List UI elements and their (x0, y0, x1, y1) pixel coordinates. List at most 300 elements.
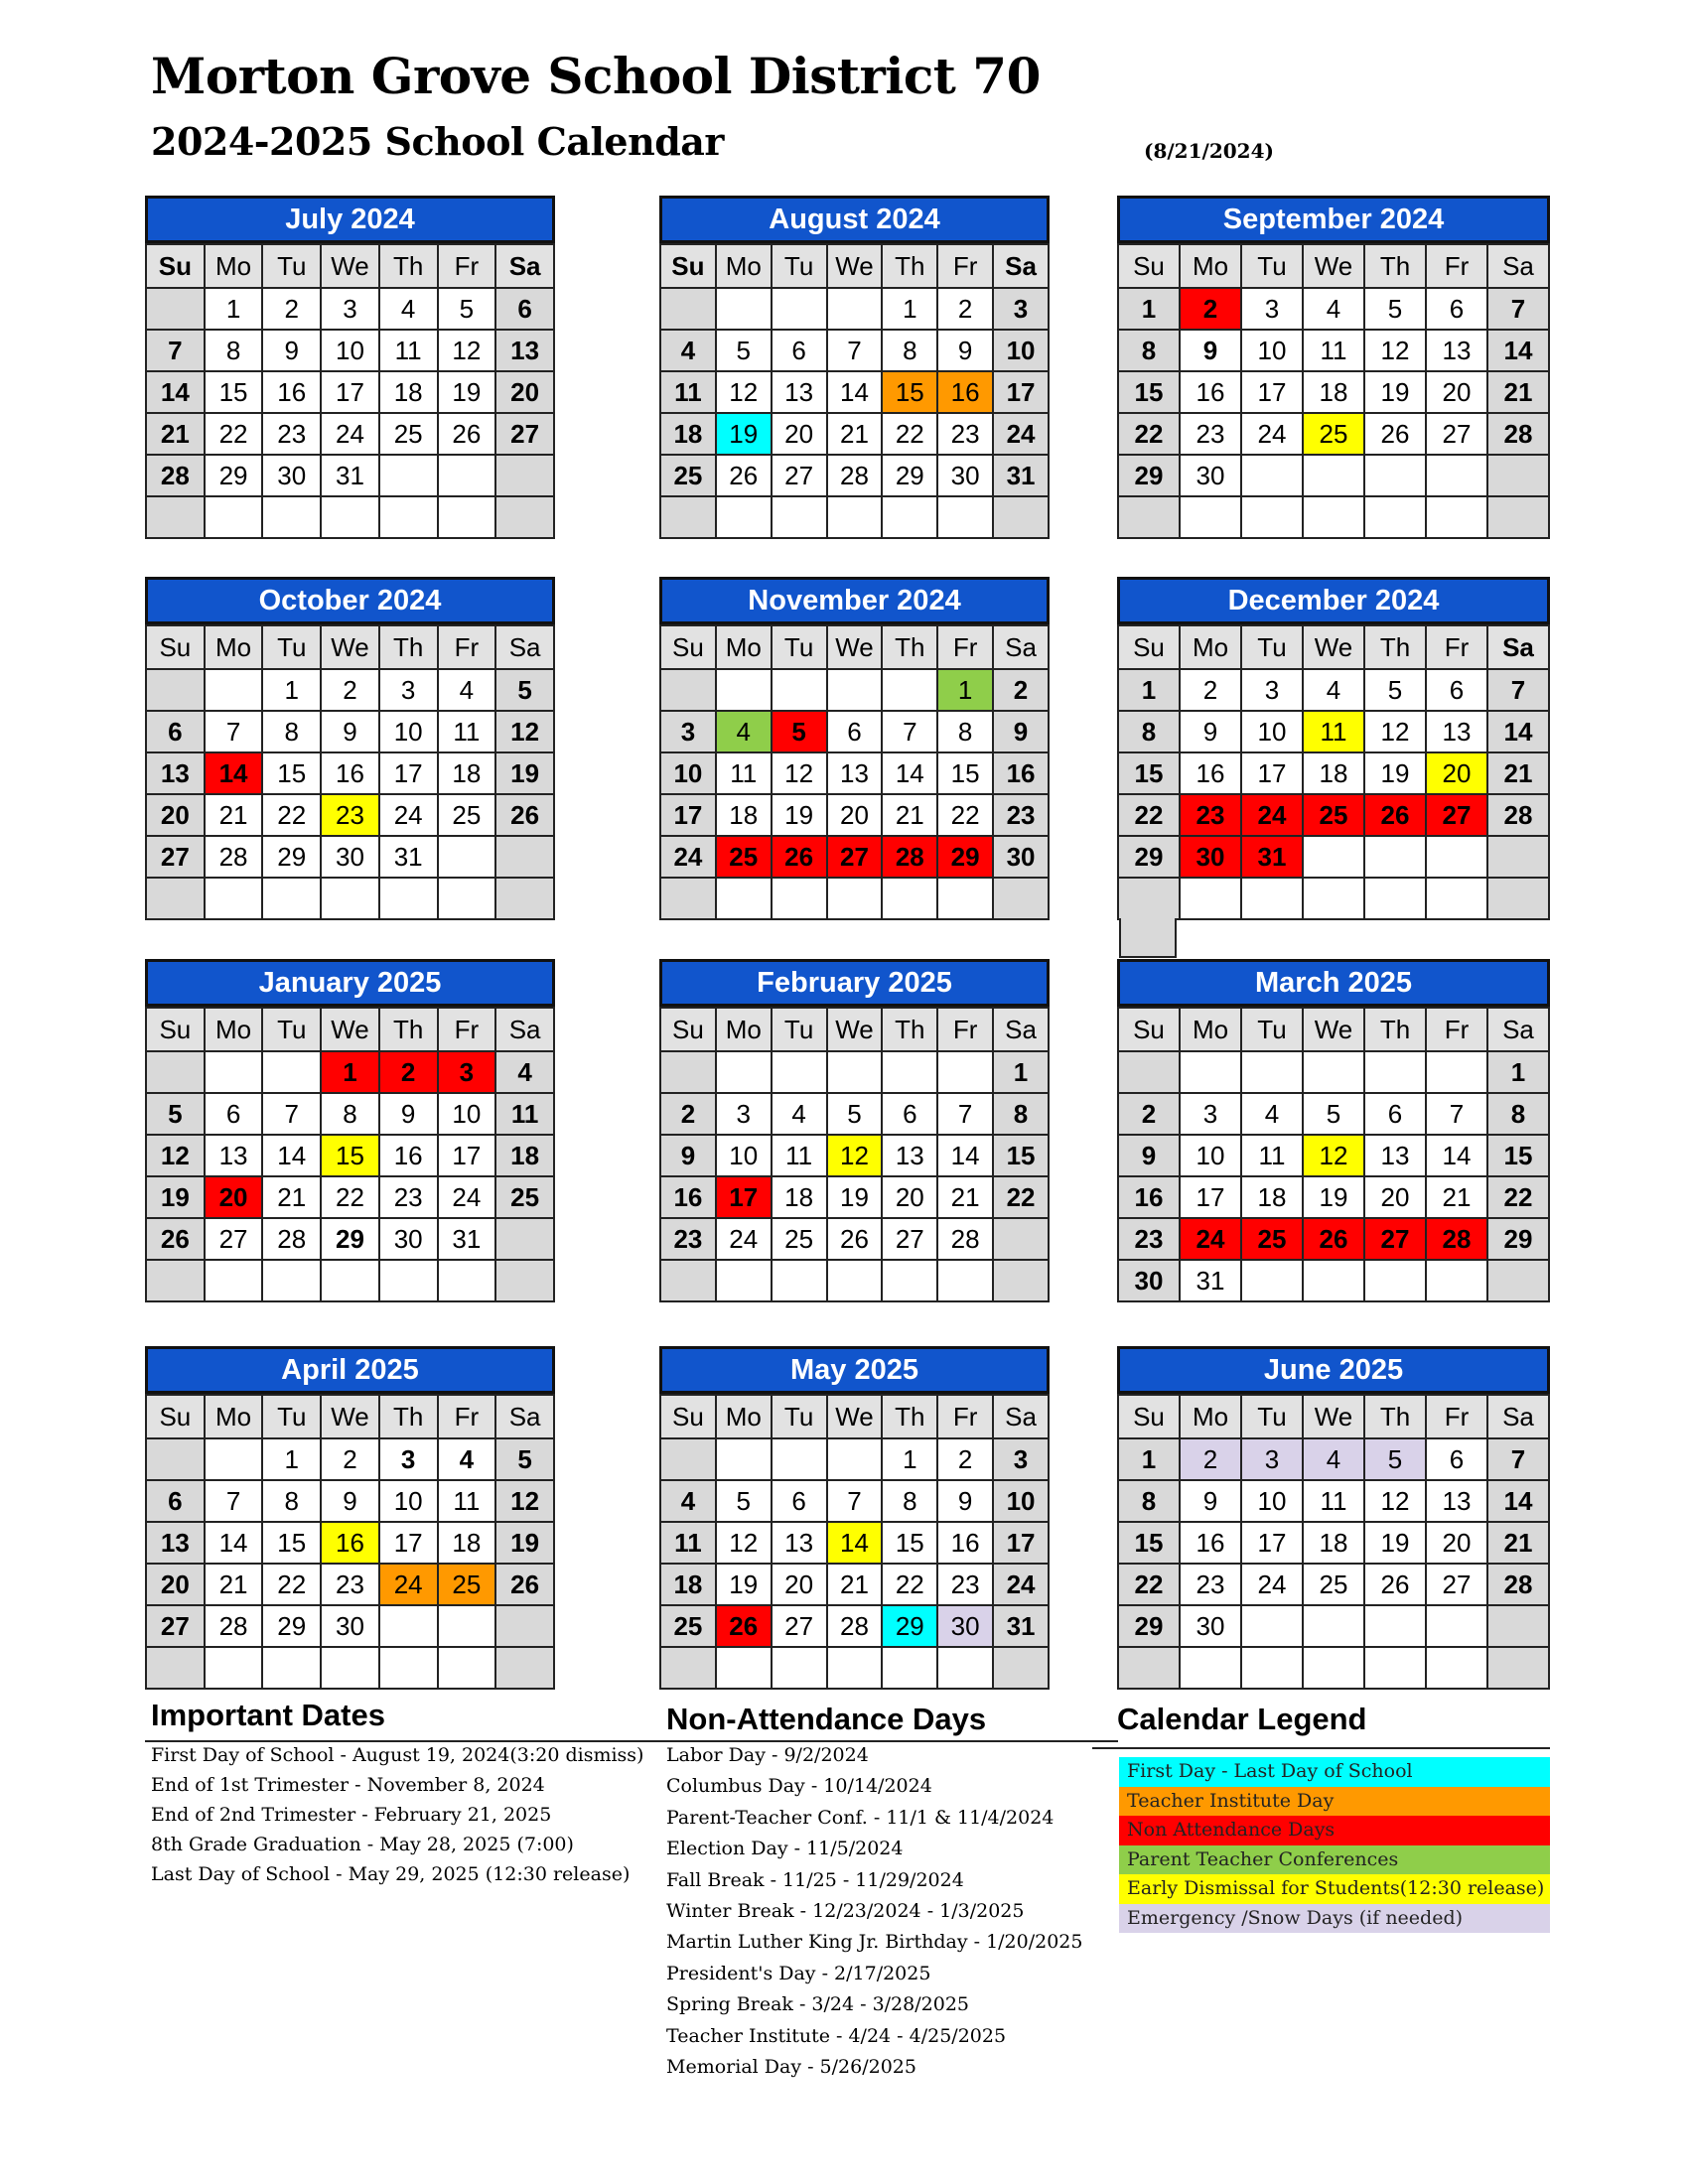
day-cell: 6 (146, 711, 205, 752)
day-cell: 18 (438, 1522, 496, 1564)
day-cell: 15 (937, 752, 993, 794)
weekday-label: Fr (438, 625, 496, 669)
day-cell: 26 (772, 836, 827, 878)
day-cell: 1 (882, 1438, 937, 1480)
weekday-label: Fr (937, 244, 993, 288)
day-cell: 8 (262, 1480, 321, 1522)
day-cell: 29 (1487, 1218, 1549, 1260)
empty-day-cell (321, 1260, 379, 1301)
day-cell: 27 (495, 413, 554, 455)
day-cell: 15 (262, 752, 321, 794)
weekday-label: We (827, 1395, 883, 1438)
day-cell: 9 (1180, 711, 1241, 752)
day-cell: 18 (1303, 752, 1364, 794)
empty-day-cell (1426, 1605, 1487, 1647)
day-cell: 13 (146, 752, 205, 794)
day-cell: 7 (882, 711, 937, 752)
day-cell: 3 (1241, 288, 1303, 330)
empty-day-cell (882, 669, 937, 711)
day-cell: 27 (772, 455, 827, 496)
weekday-label: Fr (1426, 1008, 1487, 1051)
day-cell: 14 (1487, 711, 1549, 752)
empty-day-cell (146, 1051, 205, 1093)
day-cell: 13 (1426, 330, 1487, 371)
empty-day-cell (993, 1218, 1049, 1260)
month-day-grid (1117, 1394, 1550, 1690)
empty-day-cell (1180, 878, 1241, 919)
empty-day-cell (1426, 836, 1487, 878)
day-cell: 3 (993, 288, 1049, 330)
day-cell: 21 (1487, 371, 1549, 413)
weekday-label: Th (1364, 1008, 1426, 1051)
day-cell: 30 (321, 1605, 379, 1647)
day-cell: 12 (495, 711, 554, 752)
empty-day-cell (827, 1438, 883, 1480)
empty-day-cell (882, 878, 937, 919)
empty-day-cell (1118, 1051, 1180, 1093)
day-cell: 8 (1487, 1093, 1549, 1135)
empty-day-cell (1487, 1605, 1549, 1647)
empty-day-cell (937, 878, 993, 919)
empty-day-cell (660, 1051, 716, 1093)
empty-day-cell (321, 878, 379, 919)
day-cell: 12 (827, 1135, 883, 1176)
legend-teacher-institute: Teacher Institute Day (1119, 1787, 1550, 1817)
day-cell: 22 (262, 1564, 321, 1605)
empty-day-cell (438, 1260, 496, 1301)
empty-day-cell (660, 1438, 716, 1480)
weekday-label: We (1303, 244, 1364, 288)
empty-day-cell (379, 1605, 438, 1647)
day-cell: 13 (146, 1522, 205, 1564)
day-cell: 30 (1180, 1605, 1241, 1647)
weekday-label: Su (660, 244, 716, 288)
day-cell: 24 (1180, 1218, 1241, 1260)
weekday-label: Sa (1487, 1395, 1549, 1438)
day-cell: 9 (1118, 1135, 1180, 1176)
legend-emergency-snow: Emergency /Snow Days (if needed) (1119, 1904, 1550, 1934)
day-cell: 6 (1426, 1438, 1487, 1480)
day-cell: 29 (1118, 1605, 1180, 1647)
day-cell: 18 (379, 371, 438, 413)
weekday-label: Tu (1241, 1395, 1303, 1438)
day-cell: 19 (438, 371, 496, 413)
day-cell: 7 (937, 1093, 993, 1135)
day-cell: 1 (262, 669, 321, 711)
day-cell: 26 (495, 1564, 554, 1605)
empty-day-cell (882, 1647, 937, 1689)
day-cell: 3 (660, 711, 716, 752)
weekday-label: Th (379, 1395, 438, 1438)
empty-day-cell (1241, 496, 1303, 538)
empty-day-cell (937, 1260, 993, 1301)
day-cell: 4 (438, 669, 496, 711)
empty-day-cell (716, 1260, 772, 1301)
empty-day-cell (772, 669, 827, 711)
day-cell: 31 (993, 1605, 1049, 1647)
month-header: November 2024 (659, 577, 1050, 624)
day-cell: 21 (262, 1176, 321, 1218)
day-cell: 20 (495, 371, 554, 413)
weekday-label: Sa (1487, 244, 1549, 288)
non-attendance-item: Parent-Teacher Conf. - 11/1 & 11/4/2024 (666, 1806, 1055, 1829)
day-cell: 22 (262, 794, 321, 836)
day-cell: 2 (321, 1438, 379, 1480)
empty-day-cell (379, 455, 438, 496)
empty-day-cell (146, 1260, 205, 1301)
day-cell: 20 (772, 1564, 827, 1605)
day-cell: 21 (205, 1564, 263, 1605)
day-cell: 7 (827, 330, 883, 371)
weekday-label: Su (660, 1395, 716, 1438)
day-cell: 20 (827, 794, 883, 836)
day-cell: 24 (660, 836, 716, 878)
day-cell: 20 (1426, 752, 1487, 794)
weekday-label: Su (1118, 1395, 1180, 1438)
weekday-label: Mo (205, 244, 263, 288)
important-date-item: 8th Grade Graduation - May 28, 2025 (7:00) (151, 1834, 574, 1855)
day-cell: 14 (205, 1522, 263, 1564)
weekday-label: Mo (716, 625, 772, 669)
day-cell: 21 (827, 413, 883, 455)
important-dates-list (151, 1740, 643, 1889)
day-cell: 10 (993, 1480, 1049, 1522)
legend-non-attendance: Non Attendance Days (1119, 1816, 1550, 1845)
day-cell: 28 (1487, 413, 1549, 455)
day-cell: 28 (146, 455, 205, 496)
empty-day-cell (262, 1260, 321, 1301)
month-header: January 2025 (145, 959, 555, 1007)
empty-day-cell (772, 288, 827, 330)
day-cell: 30 (1118, 1260, 1180, 1301)
day-cell: 24 (716, 1218, 772, 1260)
empty-day-cell (827, 1647, 883, 1689)
weekday-label: Tu (772, 625, 827, 669)
day-cell: 20 (1426, 371, 1487, 413)
important-dates-heading: Important Dates (151, 1698, 385, 1732)
day-cell: 4 (495, 1051, 554, 1093)
day-cell: 12 (1364, 711, 1426, 752)
month-calendar (1117, 959, 1550, 1302)
empty-day-cell (438, 1647, 496, 1689)
month-calendar (659, 196, 1050, 539)
empty-day-cell (1118, 1647, 1180, 1689)
empty-day-cell (827, 669, 883, 711)
empty-day-cell (716, 878, 772, 919)
day-cell: 23 (321, 1564, 379, 1605)
day-cell: 26 (1364, 413, 1426, 455)
day-cell: 21 (1426, 1176, 1487, 1218)
weekday-label: Fr (937, 1008, 993, 1051)
empty-day-cell (1487, 455, 1549, 496)
day-cell: 7 (1487, 1438, 1549, 1480)
day-cell: 25 (660, 1605, 716, 1647)
day-cell: 15 (882, 1522, 937, 1564)
day-cell: 22 (205, 413, 263, 455)
day-cell: 11 (1303, 711, 1364, 752)
day-cell: 23 (1180, 413, 1241, 455)
non-attendance-item: Memorial Day - 5/26/2025 (666, 2055, 916, 2078)
day-cell: 29 (882, 1605, 937, 1647)
day-cell: 1 (1118, 669, 1180, 711)
day-cell: 26 (716, 455, 772, 496)
day-cell: 3 (1241, 1438, 1303, 1480)
day-cell: 20 (882, 1176, 937, 1218)
month-header: April 2025 (145, 1346, 555, 1394)
month-calendar (659, 577, 1050, 920)
day-cell: 9 (379, 1093, 438, 1135)
day-cell: 20 (146, 794, 205, 836)
day-cell: 4 (438, 1438, 496, 1480)
day-cell: 2 (660, 1093, 716, 1135)
day-cell: 15 (882, 371, 937, 413)
weekday-label: Tu (1241, 1008, 1303, 1051)
day-cell: 10 (1180, 1135, 1241, 1176)
month-calendar (659, 959, 1050, 1302)
day-cell: 23 (993, 794, 1049, 836)
day-cell: 17 (321, 371, 379, 413)
day-cell: 7 (146, 330, 205, 371)
weekday-label: Fr (1426, 625, 1487, 669)
day-cell: 23 (1180, 794, 1241, 836)
day-cell: 9 (1180, 330, 1241, 371)
empty-day-cell (379, 1647, 438, 1689)
empty-day-cell (660, 1647, 716, 1689)
day-cell: 17 (379, 1522, 438, 1564)
day-cell: 12 (1364, 330, 1426, 371)
legend-divider (1092, 1747, 1550, 1749)
day-cell: 9 (660, 1135, 716, 1176)
month-header: October 2024 (145, 577, 555, 624)
day-cell: 10 (660, 752, 716, 794)
day-cell: 20 (1426, 1522, 1487, 1564)
day-cell: 24 (993, 1564, 1049, 1605)
day-cell: 3 (1180, 1093, 1241, 1135)
empty-day-cell (1364, 1605, 1426, 1647)
empty-day-cell (827, 1051, 883, 1093)
day-cell: 1 (937, 669, 993, 711)
day-cell: 28 (205, 1605, 263, 1647)
empty-day-cell (495, 496, 554, 538)
day-cell: 8 (262, 711, 321, 752)
day-cell: 27 (1426, 413, 1487, 455)
day-cell: 24 (993, 413, 1049, 455)
weekday-label: We (827, 244, 883, 288)
day-cell: 12 (1303, 1135, 1364, 1176)
day-cell: 18 (1303, 1522, 1364, 1564)
important-date-item: End of 2nd Trimester - February 21, 2025 (151, 1804, 552, 1826)
day-cell: 12 (1364, 1480, 1426, 1522)
weekday-label: Tu (772, 1395, 827, 1438)
empty-day-cell (205, 496, 263, 538)
empty-day-cell (1241, 878, 1303, 919)
empty-day-cell (205, 1260, 263, 1301)
day-cell: 27 (1426, 1564, 1487, 1605)
weekday-label: Sa (993, 625, 1049, 669)
day-cell: 19 (495, 1522, 554, 1564)
empty-day-cell (1487, 1260, 1549, 1301)
weekday-label: Th (379, 244, 438, 288)
day-cell: 6 (146, 1480, 205, 1522)
weekday-label: Su (146, 1008, 205, 1051)
day-cell: 31 (1180, 1260, 1241, 1301)
day-cell: 21 (1487, 752, 1549, 794)
day-cell: 14 (882, 752, 937, 794)
day-cell: 19 (772, 794, 827, 836)
day-cell: 5 (827, 1093, 883, 1135)
empty-day-cell (1426, 496, 1487, 538)
weekday-label: Tu (1241, 625, 1303, 669)
day-cell: 24 (379, 794, 438, 836)
non-attendance-item: President's Day - 2/17/2025 (666, 1962, 931, 1984)
day-cell: 4 (772, 1093, 827, 1135)
month-header: March 2025 (1117, 959, 1550, 1007)
weekday-label: Tu (1241, 244, 1303, 288)
empty-day-cell (438, 1605, 496, 1647)
day-cell: 2 (937, 1438, 993, 1480)
empty-day-cell (716, 1647, 772, 1689)
empty-day-cell (1364, 1051, 1426, 1093)
day-cell: 19 (716, 413, 772, 455)
weekday-label: We (1303, 1008, 1364, 1051)
day-cell: 11 (379, 330, 438, 371)
day-cell: 22 (993, 1176, 1049, 1218)
day-cell: 30 (1180, 836, 1241, 878)
day-cell: 22 (1118, 413, 1180, 455)
non-attendance-item: Election Day - 11/5/2024 (666, 1838, 904, 1860)
day-cell: 18 (716, 794, 772, 836)
day-cell: 25 (1303, 794, 1364, 836)
weekday-label: Fr (1426, 1395, 1487, 1438)
empty-day-cell (772, 496, 827, 538)
month-calendar (1117, 1346, 1550, 1690)
day-cell: 26 (1303, 1218, 1364, 1260)
empty-day-cell (262, 878, 321, 919)
empty-day-cell (660, 878, 716, 919)
day-cell: 10 (379, 711, 438, 752)
empty-day-cell (1364, 455, 1426, 496)
day-cell: 30 (937, 1605, 993, 1647)
empty-day-cell (1364, 1647, 1426, 1689)
day-cell: 4 (660, 330, 716, 371)
empty-day-cell (205, 1438, 263, 1480)
day-cell: 5 (1303, 1093, 1364, 1135)
day-cell: 21 (1487, 1522, 1549, 1564)
day-cell: 2 (1180, 1438, 1241, 1480)
month-calendar (145, 577, 555, 920)
empty-day-cell (495, 1260, 554, 1301)
day-cell: 26 (1364, 1564, 1426, 1605)
empty-day-cell (1118, 496, 1180, 538)
month-day-grid (145, 1007, 555, 1302)
empty-day-cell (438, 836, 496, 878)
weekday-label: Th (1364, 1395, 1426, 1438)
weekday-label: Th (882, 244, 937, 288)
day-cell: 20 (146, 1564, 205, 1605)
day-cell: 18 (1241, 1176, 1303, 1218)
day-cell: 5 (772, 711, 827, 752)
day-cell: 23 (321, 794, 379, 836)
day-cell: 2 (321, 669, 379, 711)
day-cell: 16 (1180, 752, 1241, 794)
empty-day-cell (1241, 1647, 1303, 1689)
weekday-label: Su (660, 625, 716, 669)
empty-day-cell (1180, 496, 1241, 538)
day-cell: 15 (1118, 1522, 1180, 1564)
day-cell: 10 (1241, 1480, 1303, 1522)
day-cell: 7 (205, 711, 263, 752)
day-cell: 6 (205, 1093, 263, 1135)
weekday-label: We (321, 625, 379, 669)
day-cell: 18 (438, 752, 496, 794)
weekday-label: Sa (495, 244, 554, 288)
weekday-label: Fr (438, 244, 496, 288)
day-cell: 17 (1241, 371, 1303, 413)
day-cell: 2 (937, 288, 993, 330)
day-cell: 31 (321, 455, 379, 496)
day-cell: 6 (882, 1093, 937, 1135)
day-cell: 5 (716, 1480, 772, 1522)
empty-day-cell (1118, 878, 1180, 919)
day-cell: 18 (495, 1135, 554, 1176)
day-cell: 30 (993, 836, 1049, 878)
weekday-label: Su (146, 244, 205, 288)
day-cell: 11 (1241, 1135, 1303, 1176)
day-cell: 1 (1487, 1051, 1549, 1093)
empty-day-cell (1364, 496, 1426, 538)
day-cell: 2 (379, 1051, 438, 1093)
day-cell: 15 (993, 1135, 1049, 1176)
day-cell: 23 (660, 1218, 716, 1260)
month-header: December 2024 (1117, 577, 1550, 624)
weekday-label: Th (1364, 625, 1426, 669)
empty-day-cell (205, 1647, 263, 1689)
day-cell: 21 (827, 1564, 883, 1605)
day-cell: 13 (205, 1135, 263, 1176)
day-cell: 16 (1180, 371, 1241, 413)
day-cell: 4 (1303, 1438, 1364, 1480)
month-calendar (659, 1346, 1050, 1690)
day-cell: 7 (262, 1093, 321, 1135)
day-cell: 20 (772, 413, 827, 455)
day-cell: 25 (660, 455, 716, 496)
day-cell: 29 (205, 455, 263, 496)
day-cell: 17 (993, 371, 1049, 413)
day-cell: 13 (495, 330, 554, 371)
day-cell: 9 (321, 711, 379, 752)
empty-day-cell (660, 288, 716, 330)
empty-day-cell (495, 1218, 554, 1260)
empty-day-cell (937, 1647, 993, 1689)
month-day-grid (145, 243, 555, 539)
non-attendance-item: Fall Break - 11/25 - 11/29/2024 (666, 1868, 964, 1891)
weekday-label: We (1303, 625, 1364, 669)
important-date-item: First Day of School - August 19, 2024(3:20 dismiss) (151, 1744, 644, 1766)
empty-day-cell (772, 1647, 827, 1689)
empty-day-cell (1487, 836, 1549, 878)
day-cell: 29 (1118, 455, 1180, 496)
day-cell: 17 (660, 794, 716, 836)
month-header: May 2025 (659, 1346, 1050, 1394)
empty-day-cell (146, 288, 205, 330)
day-cell: 12 (716, 1522, 772, 1564)
empty-day-cell (146, 496, 205, 538)
weekday-label: Mo (1180, 1395, 1241, 1438)
empty-day-cell (1303, 836, 1364, 878)
weekday-label: Sa (993, 1008, 1049, 1051)
empty-day-cell (660, 1260, 716, 1301)
day-cell: 8 (1118, 330, 1180, 371)
